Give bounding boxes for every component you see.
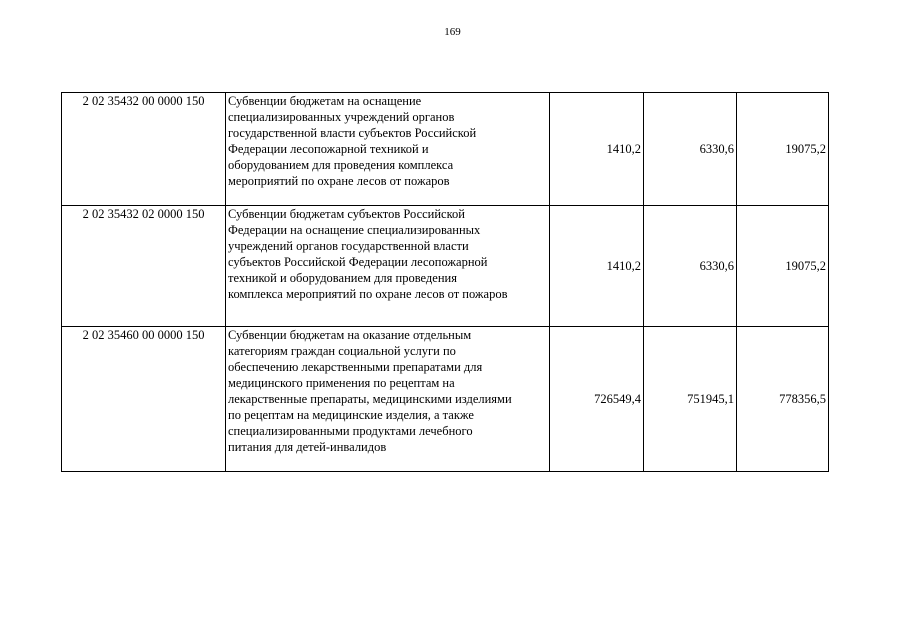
name-line: питания для детей-инвалидов	[228, 440, 387, 454]
name-line: Субвенции бюджетам на оказание отдельным	[228, 328, 472, 342]
amount-year-3-cell: 778356,5	[737, 327, 829, 472]
income-name-text	[228, 206, 547, 302]
name-line: оборудованием для проведения комплекса	[228, 158, 454, 172]
income-name-text	[228, 327, 547, 455]
income-name-cell	[226, 206, 550, 327]
table-row	[62, 327, 829, 472]
budget-code-cell: 2 02 35432 00 0000 150	[62, 93, 226, 206]
name-line: обеспечению лекарственными препаратами для	[228, 360, 483, 374]
name-line: учреждений органов государственной власти	[228, 239, 469, 253]
name-line: государственной власти субъектов Российской	[228, 126, 477, 140]
table-row	[62, 93, 829, 206]
amount-year-3-cell: 19075,2	[737, 206, 829, 327]
name-line: Субвенции бюджетам на оснащение	[228, 94, 422, 108]
name-line: техникой и оборудованием для проведения	[228, 271, 457, 285]
budget-code-cell: 2 02 35432 02 0000 150	[62, 206, 226, 327]
name-line: Федерации на оснащение специализированных	[228, 223, 481, 237]
page-number: 169	[444, 26, 461, 38]
budget-table	[61, 92, 829, 472]
name-line: субъектов Российской Федерации лесопожарной	[228, 255, 488, 269]
amount-year-1-cell: 1410,2	[550, 93, 644, 206]
name-line: специализированных учреждений органов	[228, 110, 455, 124]
amount-year-3-cell: 19075,2	[737, 93, 829, 206]
name-line: категориям граждан социальной услуги по	[228, 344, 456, 358]
amount-year-2-cell: 751945,1	[644, 327, 737, 472]
name-line: мероприятий по охране лесов от пожаров	[228, 174, 450, 188]
amount-year-1-cell: 726549,4	[550, 327, 644, 472]
name-line: лекарственные препараты, медицинскими изделиями	[228, 392, 512, 406]
budget-code-cell: 2 02 35460 00 0000 150	[62, 327, 226, 472]
name-line: комплекса мероприятий по охране лесов от пожаров	[228, 287, 508, 301]
amount-year-2-cell: 6330,6	[644, 206, 737, 327]
income-name-text	[228, 93, 547, 189]
income-name-cell	[226, 327, 550, 472]
name-line: Федерации лесопожарной техникой и	[228, 142, 429, 156]
name-line: специализированными продуктами лечебного	[228, 424, 473, 438]
name-line: Субвенции бюджетам субъектов Российской	[228, 207, 465, 221]
name-line: по рецептам на медицинские изделия, а также	[228, 408, 474, 422]
amount-year-1-cell: 1410,2	[550, 206, 644, 327]
name-line: медицинского применения по рецептам на	[228, 376, 455, 390]
income-name-cell	[226, 93, 550, 206]
table-row	[62, 206, 829, 327]
amount-year-2-cell: 6330,6	[644, 93, 737, 206]
